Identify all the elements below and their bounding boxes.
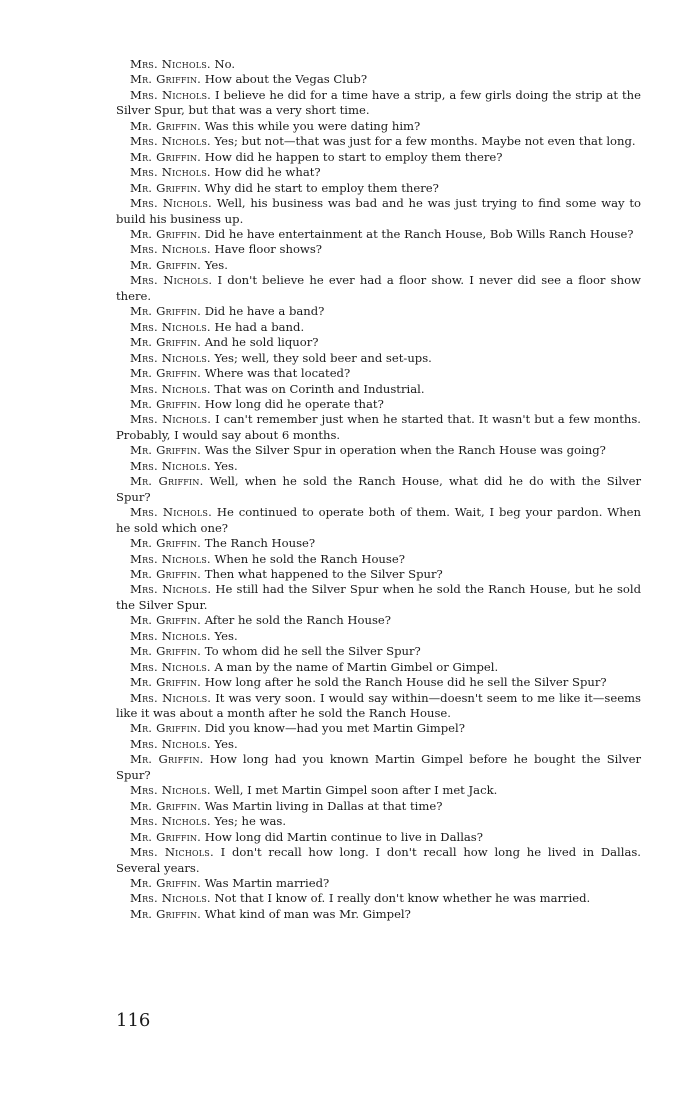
utterance-text: Well, when he sold the Ranch House, what did he do with the Silver Spur? (116, 474, 642, 504)
transcript-paragraph (116, 397, 641, 412)
speaker-label: Mr. Griffin. (130, 257, 202, 272)
speaker-label: Mr. Griffin. (130, 396, 202, 411)
speaker-label: Mr. Griffin. (130, 335, 202, 350)
speaker-label: Mr. Griffin. (130, 721, 202, 736)
speaker-label: Mr. Griffin. (130, 304, 202, 319)
speaker-label: Mr. Griffin. (130, 180, 202, 195)
transcript-paragraph (116, 907, 641, 922)
speaker-label: Mrs. Nichols. (130, 350, 211, 365)
speaker-label: Mrs. Nichols. (130, 242, 211, 257)
utterance-text: Yes. (214, 458, 238, 473)
utterance-text: It was very soon. I would say within—doesn't seem to me like it—seems like it was about a month after he sold the Ranch House. (116, 690, 641, 721)
speaker-label: Mrs. Nichols. (130, 736, 211, 751)
transcript-paragraph (116, 412, 641, 443)
speaker-label: Mrs. Nichols. (130, 505, 212, 520)
speaker-label: Mr. Griffin. (130, 675, 202, 690)
utterance-text: How long did he operate that? (204, 396, 384, 411)
utterance-text: That was on Corinth and Industrial. (214, 381, 425, 396)
transcript-paragraph (116, 134, 641, 149)
speaker-label: Mrs. Nichols. (130, 165, 211, 180)
transcript-paragraph (116, 783, 641, 798)
speaker-label: Mrs. Nichols. (130, 273, 213, 288)
utterance-text: Yes. (204, 257, 228, 272)
utterance-text: A man by the name of Martin Gimbel or Gimpel. (214, 659, 499, 674)
speaker-label: Mrs. Nichols. (130, 783, 211, 798)
transcript-paragraph (116, 814, 641, 829)
transcript-paragraph (116, 830, 641, 845)
utterance-text: Why did he start to employ them there? (204, 180, 439, 195)
utterance-text: To whom did he sell the Silver Spur? (204, 644, 421, 659)
transcript-paragraph (116, 227, 641, 242)
transcript-paragraph (116, 876, 641, 891)
utterance-text: Yes; but not—that was just for a few months. Maybe not even that long. (214, 134, 636, 149)
speaker-label: Mrs. Nichols. (130, 57, 211, 71)
transcript-paragraph (116, 752, 641, 783)
utterance-text: How long did Martin continue to live in Dallas? (204, 829, 483, 844)
speaker-label: Mr. Griffin. (130, 566, 202, 581)
speaker-label: Mrs. Nichols. (130, 582, 212, 597)
utterance-text: Yes. (214, 628, 238, 643)
utterance-text: Did he have entertainment at the Ranch House, Bob Wills Ranch House? (204, 226, 634, 241)
utterance-text: Did you know—had you met Martin Gimpel? (204, 721, 465, 736)
speaker-label: Mrs. Nichols. (130, 628, 211, 643)
transcript-paragraph (116, 304, 641, 319)
utterance-text: Then what happened to the Silver Spur? (204, 566, 443, 581)
speaker-label: Mr. Griffin. (130, 906, 202, 921)
utterance-text: No. (214, 57, 236, 71)
speaker-label: Mr. Griffin. (130, 876, 202, 891)
utterance-text: I can't remember just when he started that. It wasn't but a few months. Probably, I would say about 6 months. (116, 412, 641, 442)
transcript-paragraph (116, 335, 641, 350)
transcript-paragraph (116, 150, 641, 165)
transcript-paragraph (116, 536, 641, 551)
utterance-text: How long had you known Martin Gimpel before he bought the Silver Spur? (116, 752, 642, 782)
transcript-paragraph (116, 165, 641, 180)
transcript-paragraph (116, 644, 641, 659)
transcript-paragraph (116, 181, 641, 196)
speaker-label: Mr. Griffin. (130, 752, 204, 767)
speaker-label: Mr. Griffin. (130, 613, 202, 628)
speaker-label: Mrs. Nichols. (130, 551, 211, 566)
speaker-label: Mrs. Nichols. (130, 134, 211, 149)
speaker-label: Mr. Griffin. (130, 366, 202, 381)
transcript-paragraph (116, 552, 641, 567)
transcript-paragraph (116, 613, 641, 628)
transcript-paragraph (116, 273, 641, 304)
transcript-paragraph (116, 88, 641, 119)
utterance-text: Did he have a band? (204, 304, 325, 319)
speaker-label: Mrs. Nichols. (130, 412, 212, 427)
speaker-label: Mrs. Nichols. (130, 690, 212, 705)
transcript-paragraph (116, 582, 641, 613)
utterance-text: He continued to operate both of them. Wait, I beg your pardon. When he sold which one? (116, 505, 641, 535)
utterance-text: What kind of man was Mr. Gimpel? (204, 906, 411, 921)
speaker-label: Mrs. Nichols. (130, 196, 212, 211)
transcript-paragraph (116, 57, 641, 72)
speaker-label: Mrs. Nichols. (130, 891, 211, 906)
speaker-label: Mr. Griffin. (130, 226, 202, 241)
utterance-text: I don't recall how long. I don't recall how long he lived in Dallas. Several years. (116, 845, 641, 875)
transcript-paragraph (116, 737, 641, 752)
transcript-paragraph (116, 675, 641, 690)
transcript-paragraph (116, 474, 641, 505)
transcript-paragraph (116, 119, 641, 134)
transcript-paragraph (116, 258, 641, 273)
utterance-text: He still had the Silver Spur when he sold the Ranch House, but he sold the Silver Spur. (116, 582, 642, 612)
transcript-paragraph (116, 443, 641, 458)
utterance-text: How about the Vegas Club? (204, 72, 368, 87)
speaker-label: Mr. Griffin. (130, 474, 204, 489)
utterance-text: After he sold the Ranch House? (204, 613, 391, 628)
utterance-text: How long after he sold the Ranch House did he sell the Silver Spur? (204, 675, 607, 690)
speaker-label: Mr. Griffin. (130, 536, 202, 551)
utterance-text: When he sold the Ranch House? (214, 551, 405, 566)
utterance-text: Was Martin living in Dallas at that time? (204, 798, 443, 813)
transcript-paragraph (116, 721, 641, 736)
speaker-label: Mr. Griffin. (130, 644, 202, 659)
utterance-text: I don't believe he ever had a floor show. I never did see a floor show there. (116, 273, 641, 303)
utterance-text: Well, I met Martin Gimpel soon after I met Jack. (214, 783, 498, 798)
speaker-label: Mr. Griffin. (130, 118, 202, 133)
utterance-text: Yes; he was. (214, 814, 287, 829)
utterance-text: And he sold liquor? (204, 335, 319, 350)
speaker-label: Mrs. Nichols. (130, 458, 211, 473)
speaker-label: Mr. Griffin. (130, 72, 202, 87)
transcript-paragraph (116, 382, 641, 397)
speaker-label: Mr. Griffin. (130, 798, 202, 813)
speaker-label: Mr. Griffin. (130, 149, 202, 164)
transcript-paragraph (116, 242, 641, 257)
utterance-text: How did he happen to start to employ them there? (204, 149, 503, 164)
transcript-paragraph (116, 891, 641, 906)
utterance-text: Well, his business was bad and he was just trying to find some way to build his business up. (116, 196, 642, 226)
speaker-label: Mrs. Nichols. (130, 87, 212, 102)
speaker-label: Mr. Griffin. (130, 443, 202, 458)
transcript-paragraph (116, 505, 641, 536)
speaker-label: Mrs. Nichols. (130, 659, 211, 674)
transcript-paragraph (116, 459, 641, 474)
utterance-text: I believe he did for a time have a strip, a few girls doing the strip at the Silver Spur, but that was a very short time. (116, 87, 641, 118)
utterance-text: Not that I know of. I really don't know whether he was married. (214, 891, 591, 906)
utterance-text: Have floor shows? (214, 242, 323, 257)
transcript-paragraph (116, 567, 641, 582)
utterance-text: Was Martin married? (204, 876, 330, 891)
transcript-paragraph (116, 72, 641, 87)
utterance-text: Was the Silver Spur in operation when the Ranch House was going? (204, 443, 606, 458)
utterance-text: Yes. (214, 736, 238, 751)
utterance-text: The Ranch House? (204, 536, 316, 551)
speaker-label: Mrs. Nichols. (130, 381, 211, 396)
page-number: 116 (116, 1010, 151, 1031)
transcript-paragraph (116, 196, 641, 227)
transcript-paragraph (116, 691, 641, 722)
utterance-text: He had a band. (214, 319, 305, 334)
utterance-text: How did he what? (214, 165, 321, 180)
speaker-label: Mr. Griffin. (130, 829, 202, 844)
transcript-paragraph (116, 799, 641, 814)
transcript-body (116, 57, 641, 922)
speaker-label: Mrs. Nichols. (130, 814, 211, 829)
speaker-label: Mrs. Nichols. (130, 319, 211, 334)
transcript-paragraph (116, 366, 641, 381)
utterance-text: Yes; well, they sold beer and set-ups. (214, 350, 432, 365)
transcript-paragraph (116, 320, 641, 335)
utterance-text: Where was that located? (204, 366, 351, 381)
transcript-paragraph (116, 845, 641, 876)
speaker-label: Mrs. Nichols. (130, 845, 214, 860)
transcript-paragraph (116, 629, 641, 644)
transcript-paragraph (116, 351, 641, 366)
transcript-paragraph (116, 660, 641, 675)
utterance-text: Was this while you were dating him? (204, 118, 421, 133)
